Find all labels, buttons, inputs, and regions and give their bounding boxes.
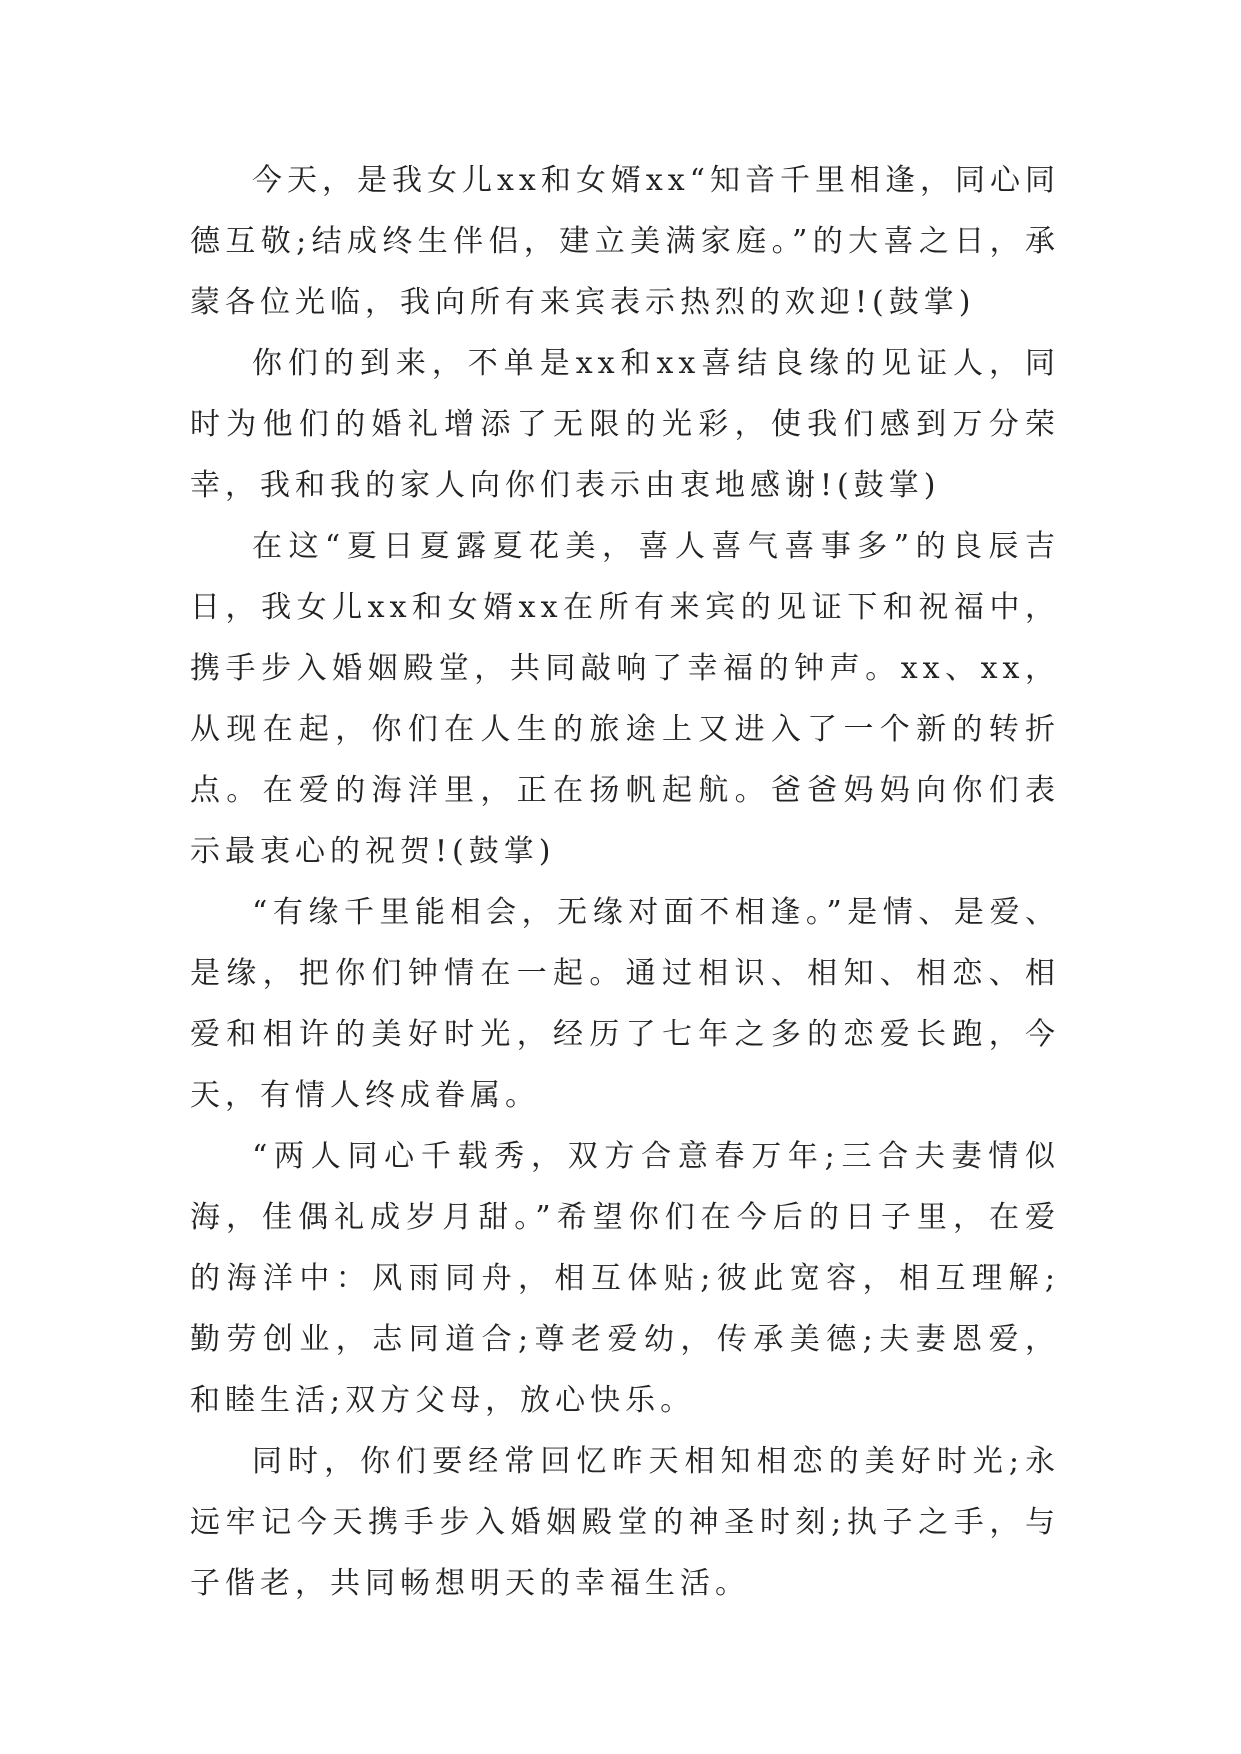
- paragraph: “有缘千里能相会，无缘对面不相逢。”是情、是爱、是缘，把你们钟情在一起。通过相识、相知、相恋、相爱和相许的美好时光，经历了七年之多的恋爱长跑，今天，有情人终成眷属。: [190, 895, 1060, 1113]
- paragraph: “两人同心千载秀，双方合意春万年;三合夫妻情似海，佳偶礼成岁月甜。”希望你们在今后的日子里，在爱的海洋中：风雨同舟，相互体贴;彼此宽容，相互理解;勤劳创业，志同道合;尊老爱幼，传承美德;夫妻恩爱，和睦生活;双方父母，放心快乐。: [190, 1139, 1060, 1418]
- paragraph: 在这“夏日夏露夏花美，喜人喜气喜事多”的良辰吉日，我女儿xx和女婿xx在所有来宾的见证下和祝福中，携手步入婚姻殿堂，共同敲响了幸福的钟声。xx、xx，从现在起，你们在人生的旅途上又进入了一个新的转折点。在爱的海洋里，正在扬帆起航。爸爸妈妈向你们表示最衷心的祝贺!(鼓掌): [190, 529, 1060, 869]
- document-body: [190, 150, 1060, 1614]
- paragraph: 今天，是我女儿xx和女婿xx“知音千里相逢，同心同德互敬;结成终生伴侣，建立美满家庭。”的大喜之日，承蒙各位光临，我向所有来宾表示热烈的欢迎!(鼓掌): [190, 163, 1061, 320]
- paragraph: 你们的到来，不单是xx和xx喜结良缘的见证人，同时为他们的婚礼增添了无限的光彩，使我们感到万分荣幸，我和我的家人向你们表示由衷地感谢!(鼓掌): [190, 346, 1060, 503]
- paragraph: 同时，你们要经常回忆昨天相知相恋的美好时光;永远牢记今天携手步入婚姻殿堂的神圣时刻;执子之手，与子偕老，共同畅想明天的幸福生活。: [190, 1444, 1060, 1601]
